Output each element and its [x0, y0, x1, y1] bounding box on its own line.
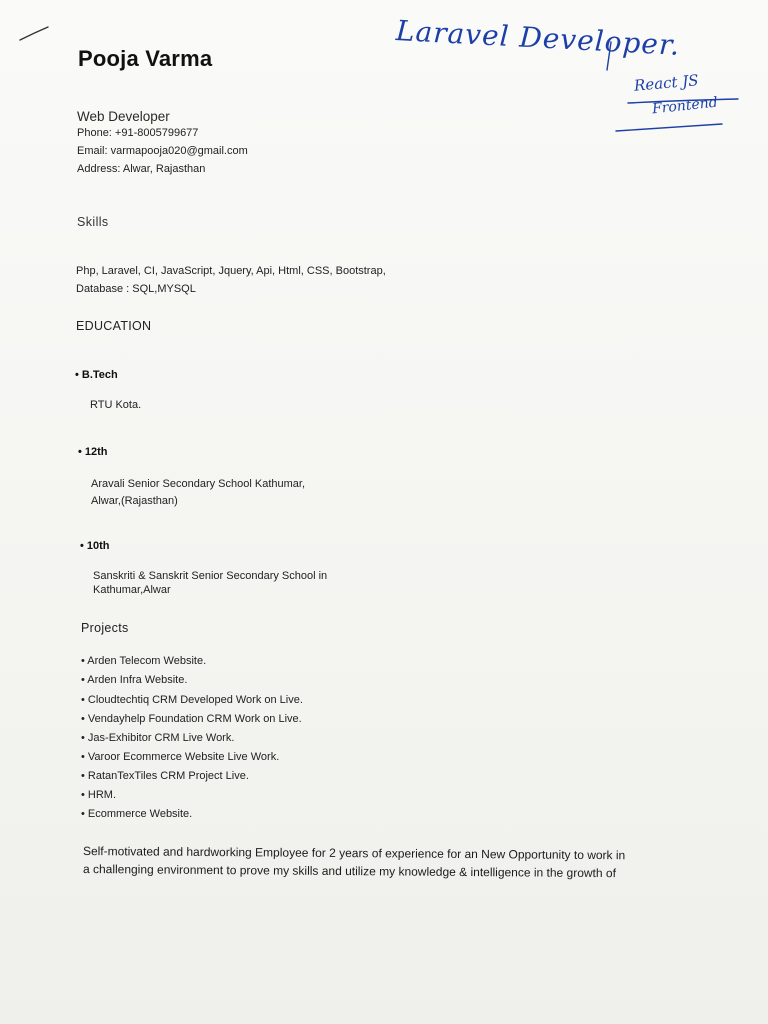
handwritten-note: React JS: [633, 71, 700, 95]
pen-underline-react: [628, 99, 738, 103]
education-heading: EDUCATION: [76, 319, 152, 333]
skills-heading: Skills: [77, 215, 109, 229]
candidate-name: Pooja Varma: [78, 46, 213, 71]
project-item: • Cloudtechtiq CRM Developed Work on Live.: [81, 694, 303, 706]
handwritten-note: Frontend: [651, 94, 719, 118]
project-item: • Varoor Ecommerce Website Live Work.: [81, 751, 280, 763]
education-detail: Sanskriti & Sanskrit Senior Secondary School in: [93, 570, 328, 582]
pen-stroke-top-left: [20, 27, 48, 40]
pen-underline-frontend: [616, 124, 722, 131]
skills-list: Php, Laravel, CI, JavaScript, Jquery, Api, Html, CSS, Bootstrap,: [76, 265, 386, 277]
education-item-10th: • 10th: [80, 540, 110, 552]
project-item: • Arden Telecom Website.: [81, 655, 207, 667]
job-title: Web Developer: [77, 109, 170, 124]
education-detail: Alwar,(Rajasthan): [91, 495, 178, 507]
education-detail: Aravali Senior Secondary School Kathumar,: [91, 478, 306, 490]
handwritten-title: Laravel Developer.: [395, 14, 682, 62]
summary-line: a challenging environment to prove my skills and utilize my knowledge & intelligence in the growth of: [82, 862, 616, 881]
database-skills: Database : SQL,MYSQL: [76, 283, 196, 295]
project-item: • Arden Infra Website.: [81, 674, 188, 686]
project-item: • Ecommerce Website.: [81, 808, 193, 820]
project-item: • RatanTexTiles CRM Project Live.: [81, 770, 249, 782]
education-detail: Kathumar,Alwar: [93, 584, 171, 596]
address-line: Address: Alwar, Rajasthan: [77, 163, 206, 175]
project-item: • HRM.: [81, 789, 117, 801]
education-item-btech: • B.Tech: [75, 369, 118, 381]
pen-descender: [607, 42, 611, 70]
project-item: • Jas-Exhibitor CRM Live Work.: [81, 732, 235, 744]
summary-line: Self-motivated and hardworking Employee for 2 years of experience for an New Opportunity to work in: [82, 844, 626, 863]
phone-line: Phone: +91-8005799677: [77, 127, 199, 139]
email-line: Email: varmapooja020@gmail.com: [77, 145, 248, 157]
projects-heading: Projects: [81, 621, 129, 635]
project-item: • Vendayhelp Foundation CRM Work on Live.: [81, 713, 302, 725]
education-detail: RTU Kota.: [90, 399, 142, 411]
education-item-12th: • 12th: [78, 446, 108, 458]
